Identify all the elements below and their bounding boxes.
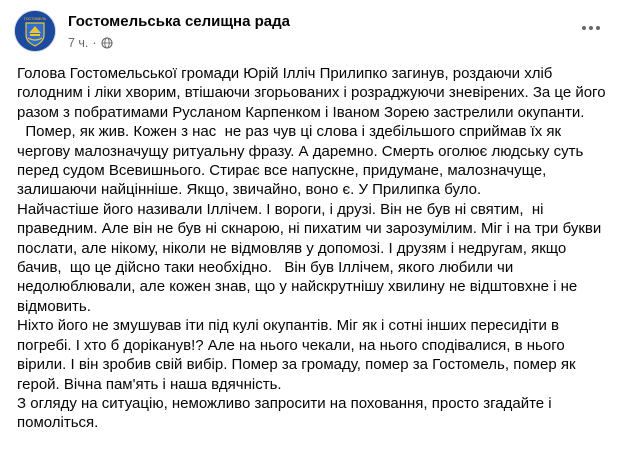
post-timestamp[interactable]: 7 ч.	[68, 36, 89, 50]
post-paragraph: З огляду на ситуацію, неможливо запросити на поховання, просто згадайте і помоліться.	[17, 394, 556, 432]
coat-of-arms-icon	[15, 11, 55, 51]
post-paragraph: Помер, як жив. Кожен з нас не раз чув ці слова і здебільшого сприймав їх як чергову малозначущу ритуальну фразу. А даремно. Смерть оголює людську суть перед судом Всевишнього. Стирає все напускне, придумане, малозначуще, залишаючи найцінніше. Якщо, звичайно, воно є. У Прилипка було.	[17, 123, 588, 199]
more-horizontal-icon	[581, 25, 601, 31]
post-paragraph: Найчастіше його називали Іллічем. І вороги, і друзі. Він не був ні святим, ні праведним. Але він не був ні скнарою, ні пихатим чи зарозумілим. Міг і на три букви послати, але нікому, ніколи не відмовляв у допомозі. І друзям і недругам, якщо бачив, що це дійсно таки необхідно. Він був Іллічем, якого любили чи недолюблювали, але кожен знав, що у найскрутнішу хвилину не відштовхне і не відмовить.	[17, 200, 606, 315]
avatar-text: ГОСТОМЕЛЬ	[24, 17, 46, 21]
globe-icon	[101, 37, 113, 49]
post-meta	[68, 36, 113, 50]
more-options-button[interactable]	[578, 18, 604, 38]
avatar[interactable]	[14, 10, 56, 52]
page-name-link[interactable]: Гостомельська селищна рада	[68, 13, 290, 30]
post-body	[17, 64, 613, 433]
post-paragraph: Ніхто його не змушував іти під кулі окупантів. Міг як і сотні інших пересидіти в погребі. І хто б доріканув!? Але на нього чекали, на нього сподівалися, в нього вірили. І він зробив свій вибір. Помер за громаду, помер за Гостомель, помер як герой. Вічна пам'ять і наша вдячність.	[17, 317, 580, 393]
post-paragraph: Голова Гостомельської громади Юрій Ілліч Прилипко загинув, роздаючи хліб голодним і ліки хворим, втішаючи згорьованих і розраджуючи зневірених. За це його разом з побратимами Русланом Карпенком і Іваном Зорею застрелили окупанти.	[17, 65, 610, 121]
meta-separator: ·	[92, 36, 97, 50]
post-header	[14, 8, 606, 56]
